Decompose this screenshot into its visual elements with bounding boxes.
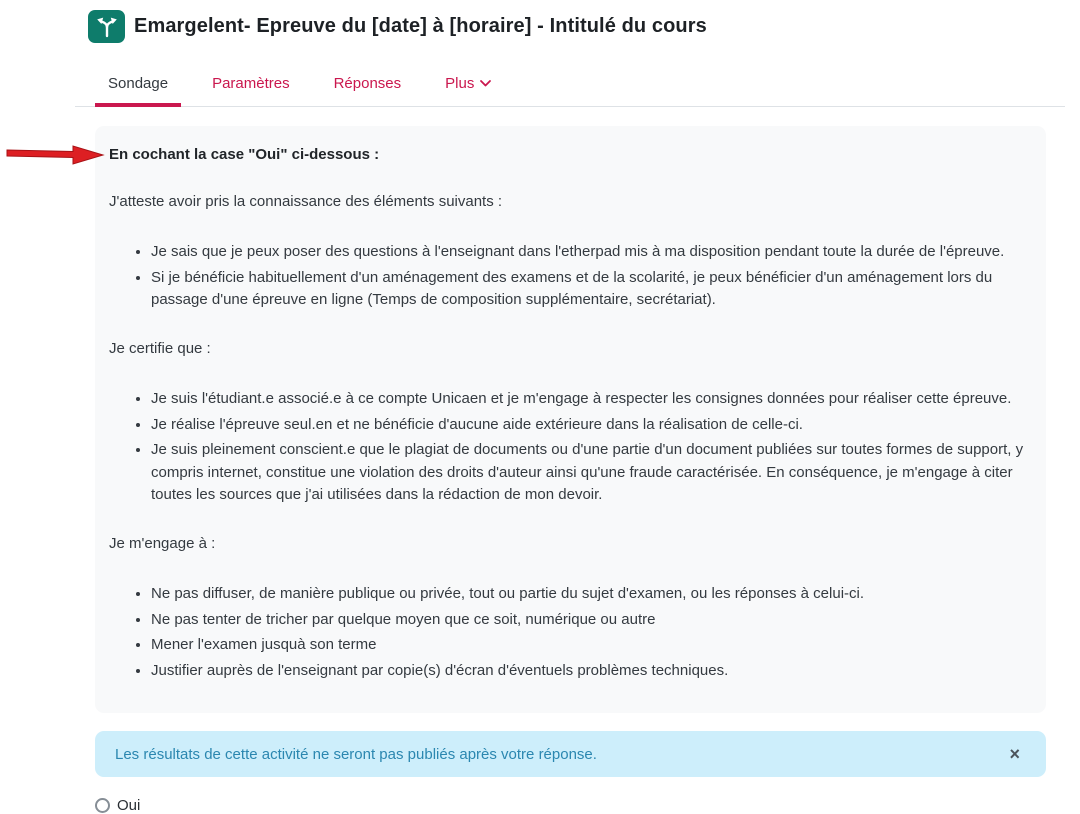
- annotation-arrow: [5, 141, 105, 167]
- engage-heading: Je m'engage à :: [109, 534, 216, 552]
- list-item: • Mener l'examen jusquà son terme: [151, 634, 1030, 657]
- engage-list: [109, 583, 1030, 682]
- list-item: • Je sais que je peux poser des questions à l'enseignant dans l'etherpad mis à ma disposition pendant toute la durée de l'épreuve.: [151, 241, 1030, 264]
- intro-paragraph: J'atteste avoir pris la connaissance des éléments suivants :: [109, 192, 503, 210]
- list-item: • Ne pas tenter de tricher par quelque moyen que ce soit, numérique ou autre: [151, 609, 1030, 632]
- tab-parametres-label: Paramètres: [212, 75, 290, 92]
- tab-reponses[interactable]: [321, 67, 415, 106]
- list-item: • Si je bénéficie habituellement d'un aménagement des examens et de la scolarité, je peux bénéficier d'un aménagement lors du passage d'une épreuve en ligne (Temps de composition supplémentaire, secrétariat).: [151, 267, 1030, 312]
- tab-plus-label: Plus: [445, 75, 475, 92]
- list-item: • Justifier auprès de l'enseignant par copie(s) d'écran d'éventuels problèmes techniques.: [151, 660, 1030, 683]
- tabbar: [75, 67, 1065, 107]
- list-item: • Ne pas diffuser, de manière publique ou privée, tout ou partie du sujet d'examen, ou les réponses à celui-ci.: [151, 583, 1030, 606]
- list-item: • Je suis pleinement conscient.e que le plagiat de documents ou d'une partie d'un document publiées sur toutes formes de support, y compris internet, constitue une violation des droits d'auteur ainsi qu'une fraude caractérisée. En conséquence, je m'engage à citer toutes les sources que j'ai utilisées dans la rédaction de mon devoir.: [151, 439, 1030, 507]
- list-item: • Je suis l'étudiant.e associé.e à ce compte Unicaen et je m'engage à respecter les consignes données pour réaliser cette épreuve.: [151, 388, 1030, 411]
- choice-activity-icon: [88, 10, 125, 43]
- attestation-list: [109, 241, 1030, 312]
- certify-heading: Je certifie que :: [109, 339, 211, 357]
- activity-description: [95, 126, 1046, 713]
- option-oui-label[interactable]: Oui: [117, 797, 141, 814]
- tab-parametres[interactable]: [199, 67, 303, 106]
- tab-sondage-label: Sondage: [108, 75, 169, 92]
- description-heading: En cochant la case "Oui" ci-dessous :: [109, 146, 380, 163]
- alert-message: Les résultats de cette activité ne seront pas publiés après votre réponse.: [115, 745, 597, 763]
- activity-header: [0, 0, 1080, 43]
- close-icon[interactable]: ×: [1003, 743, 1026, 765]
- tab-sondage[interactable]: [95, 67, 181, 106]
- tab-reponses-label: Réponses: [333, 75, 402, 92]
- list-item: • Je réalise l'épreuve seul.en et ne bénéficie d'aucune aide extérieure dans la réalisation de celle-ci.: [151, 414, 1030, 437]
- page-title: Emargelent- Epreuve du [date] à [horaire] - Intitulé du cours: [134, 15, 707, 37]
- fork-arrows-icon: [95, 16, 119, 38]
- choice-option-row: [95, 797, 1046, 814]
- info-alert: [95, 731, 1046, 777]
- tab-plus[interactable]: [432, 67, 504, 106]
- option-oui-radio[interactable]: [95, 798, 110, 813]
- chevron-down-icon: [480, 80, 491, 87]
- certify-list: [109, 388, 1030, 507]
